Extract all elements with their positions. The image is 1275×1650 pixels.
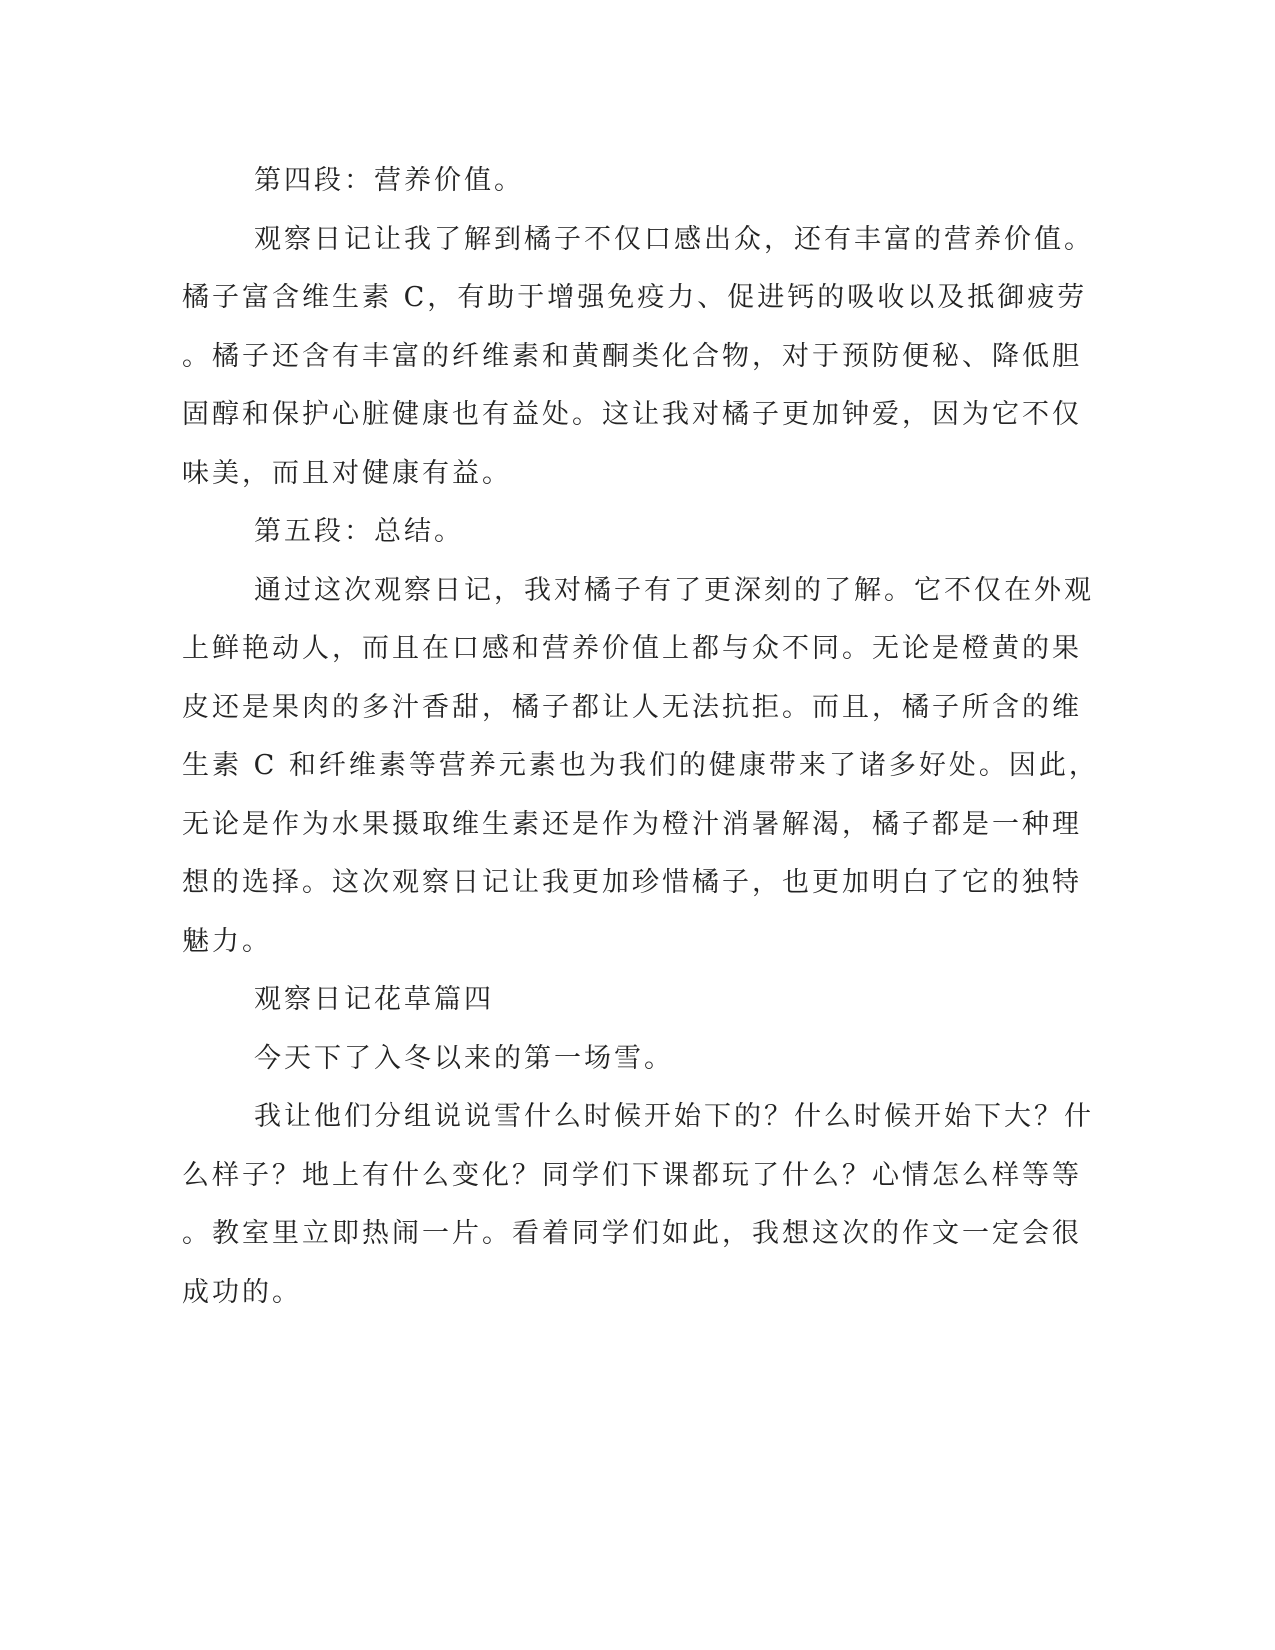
heading-section-five: 第五段：总结。 (254, 516, 464, 547)
heading-section-four: 第四段：营养价值。 (254, 165, 524, 196)
paragraph-line: 。橘子还含有丰富的纤维素和黄酮类化合物，对于预防便秘、降低胆 (182, 340, 1082, 372)
document-body (182, 152, 1099, 1322)
paragraph-line: 上鲜艳动人，而且在口感和营养价值上都与众不同。无论是橙黄的果 (182, 633, 1082, 664)
paragraph-line: 魅力。 (182, 925, 272, 957)
paragraph-line: 橘子富含维生素 C，有助于增强免疫力、促进钙的吸收以及抵御疲劳 (182, 282, 1088, 313)
paragraph-line: 么样子？地上有什么变化？同学们下课都玩了什么？心情怎么样等等 (182, 1159, 1082, 1191)
paragraph-line: 。教室里立即热闹一片。看着同学们如此，我想这次的作文一定会很 (182, 1218, 1082, 1249)
article-title: 观察日记花草篇四 (254, 984, 494, 1015)
paragraph-line: 通过这次观察日记，我对橘子有了更深刻的了解。它不仅在外观 (254, 574, 1094, 606)
paragraph-line: 成功的。 (182, 1276, 302, 1308)
paragraph-line: 观察日记让我了解到橘子不仅口感出众，还有丰富的营养价值。 (254, 223, 1094, 255)
paragraph-line: 想的选择。这次观察日记让我更加珍惜橘子，也更加明白了它的独特 (182, 867, 1082, 898)
paragraph-line: 我让他们分组说说雪什么时候开始下的？什么时候开始下大？什 (254, 1101, 1094, 1132)
paragraph-line: 今天下了入冬以来的第一场雪。 (254, 1042, 674, 1074)
paragraph-line: 味美，而且对健康有益。 (182, 457, 512, 489)
paragraph-line: 无论是作为水果摄取维生素还是作为橙汁消暑解渴，橘子都是一种理 (182, 808, 1082, 840)
paragraph-line: 固醇和保护心脏健康也有益处。这让我对橘子更加钟爱，因为它不仅 (182, 399, 1082, 430)
paragraph-line: 生素 C 和纤维素等营养元素也为我们的健康带来了诸多好处。因此， (182, 750, 1099, 781)
paragraph-line: 皮还是果肉的多汁香甜，橘子都让人无法抗拒。而且，橘子所含的维 (182, 691, 1082, 723)
